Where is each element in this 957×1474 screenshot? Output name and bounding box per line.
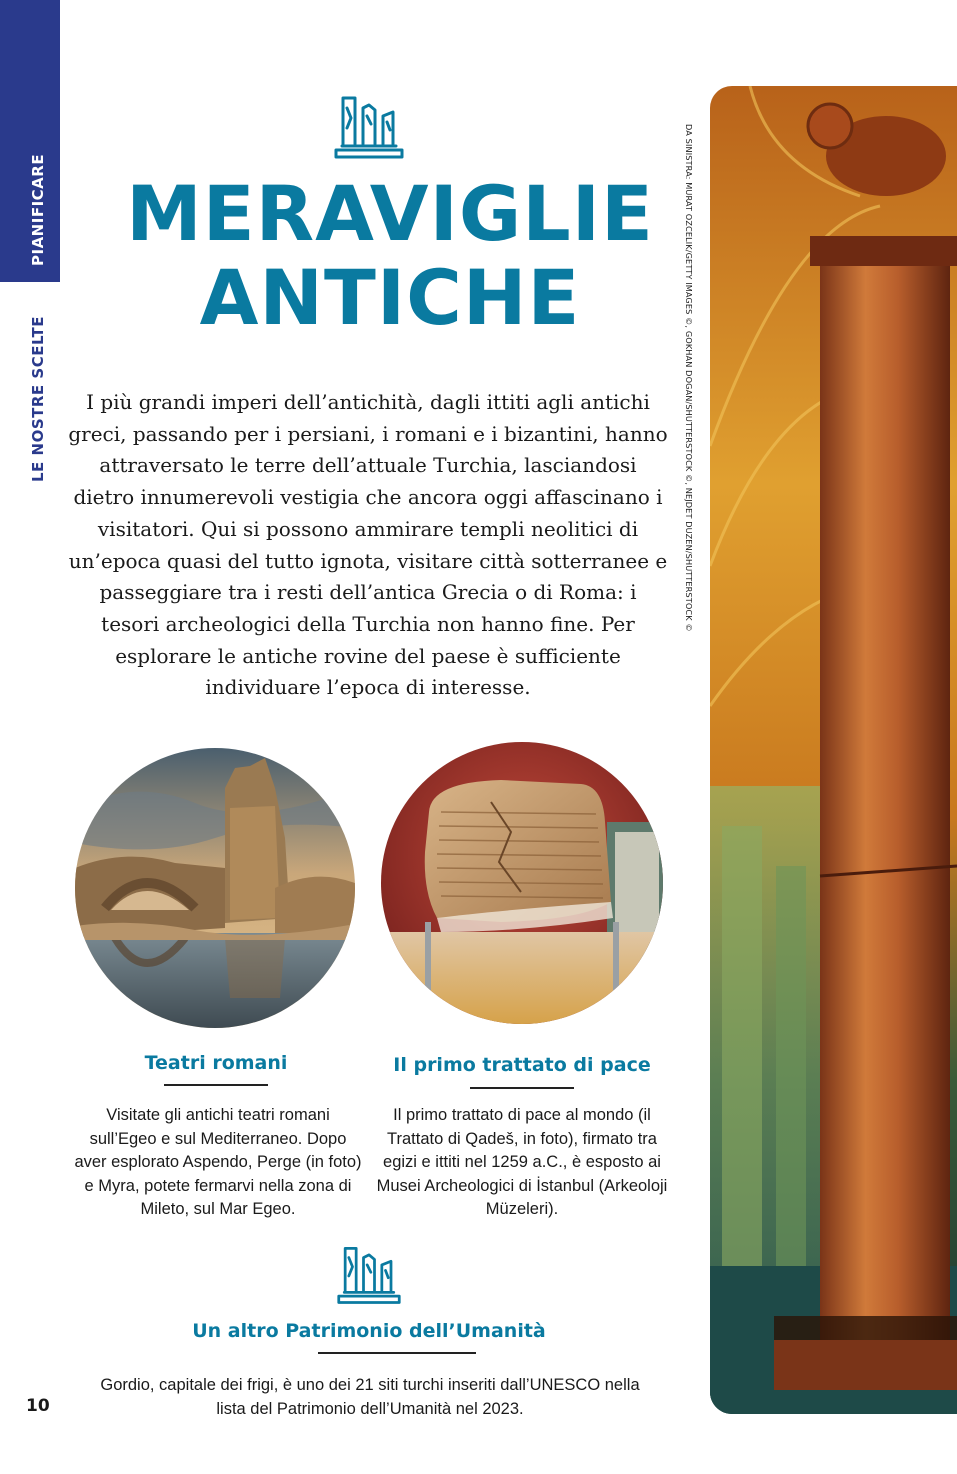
heritage-text: Gordio, capitale dei frigi, è uno dei 21 siti turchi inseriti dall’UNESCO nella lista del Patrimonio dell’Umanità nel 2023. <box>100 1376 640 1418</box>
roman-theatres-divider <box>164 1084 268 1086</box>
section-label: PIANIFICARE <box>29 153 47 266</box>
cistern-column-photo <box>710 86 957 1414</box>
peace-treaty-tablet-photo <box>381 742 663 1024</box>
page-number: 10 <box>26 1396 50 1416</box>
roman-ruins-photo <box>75 748 355 1028</box>
title-line-1: MERAVIGLIE <box>126 169 654 258</box>
ancient-ruins-icon <box>333 94 405 160</box>
roman-theatres-text: Visitate gli antichi teatri romani sull’Egeo e sul Mediterraneo. Dopo aver esplorato Aspendo, Perge (in foto) e Myra, potete fermarvi nella zona di Mileto, sul Mar Egeo. <box>74 1106 362 1218</box>
title-line-2: ANTICHE <box>199 253 581 342</box>
peace-treaty-divider <box>470 1087 574 1089</box>
peace-treaty-title: Il primo trattato di pace <box>393 1054 651 1076</box>
chapter-label: LE NOSTRE SCELTE <box>29 316 47 482</box>
heritage-divider <box>318 1352 476 1354</box>
ancient-ruins-icon <box>336 1244 402 1306</box>
peace-treaty-text: Il primo trattato di pace al mondo (il Trattato di Qadeš, in foto), firmato tra egizi e ittiti nel 1259 a.C., è esposto ai Musei Archeologici di İstanbul (Arkeoloji Müzeleri). <box>376 1106 668 1218</box>
roman-theatres-title: Teatri romani <box>144 1052 288 1074</box>
intro-paragraph: I più grandi imperi dell’antichità, dagli ittiti agli antichi greci, passando per i persiani, i romani e i bizantini, hanno attraversato le terre dell’attuale Turchia, lasciandosi dietro innumerevoli vestigia che ancora oggi affascinano i visitatori. Qui si possono ammirare templi neolitici di un’epoca quasi del tutto ignota, visitare città sotterranee e passeggiare tra i resti dell’antica Grecia o di Roma: i tesori archeologici della Turchia non hanno fine. Per esplorare le antiche rovine del paese è sufficiente individuare l’epoca di interesse. <box>68 390 668 700</box>
page-title <box>80 169 700 342</box>
heritage-title: Un altro Patrimonio dell’Umanità <box>192 1320 546 1342</box>
photo-credit: DA SINISTRA: MURAT OZCELIK/GETTY IMAGES ©, GOKHAN DOGAN/SHUTTERSTOCK ©, NEJDET DUZEN/SHUTTERSTOCK © <box>684 124 694 632</box>
